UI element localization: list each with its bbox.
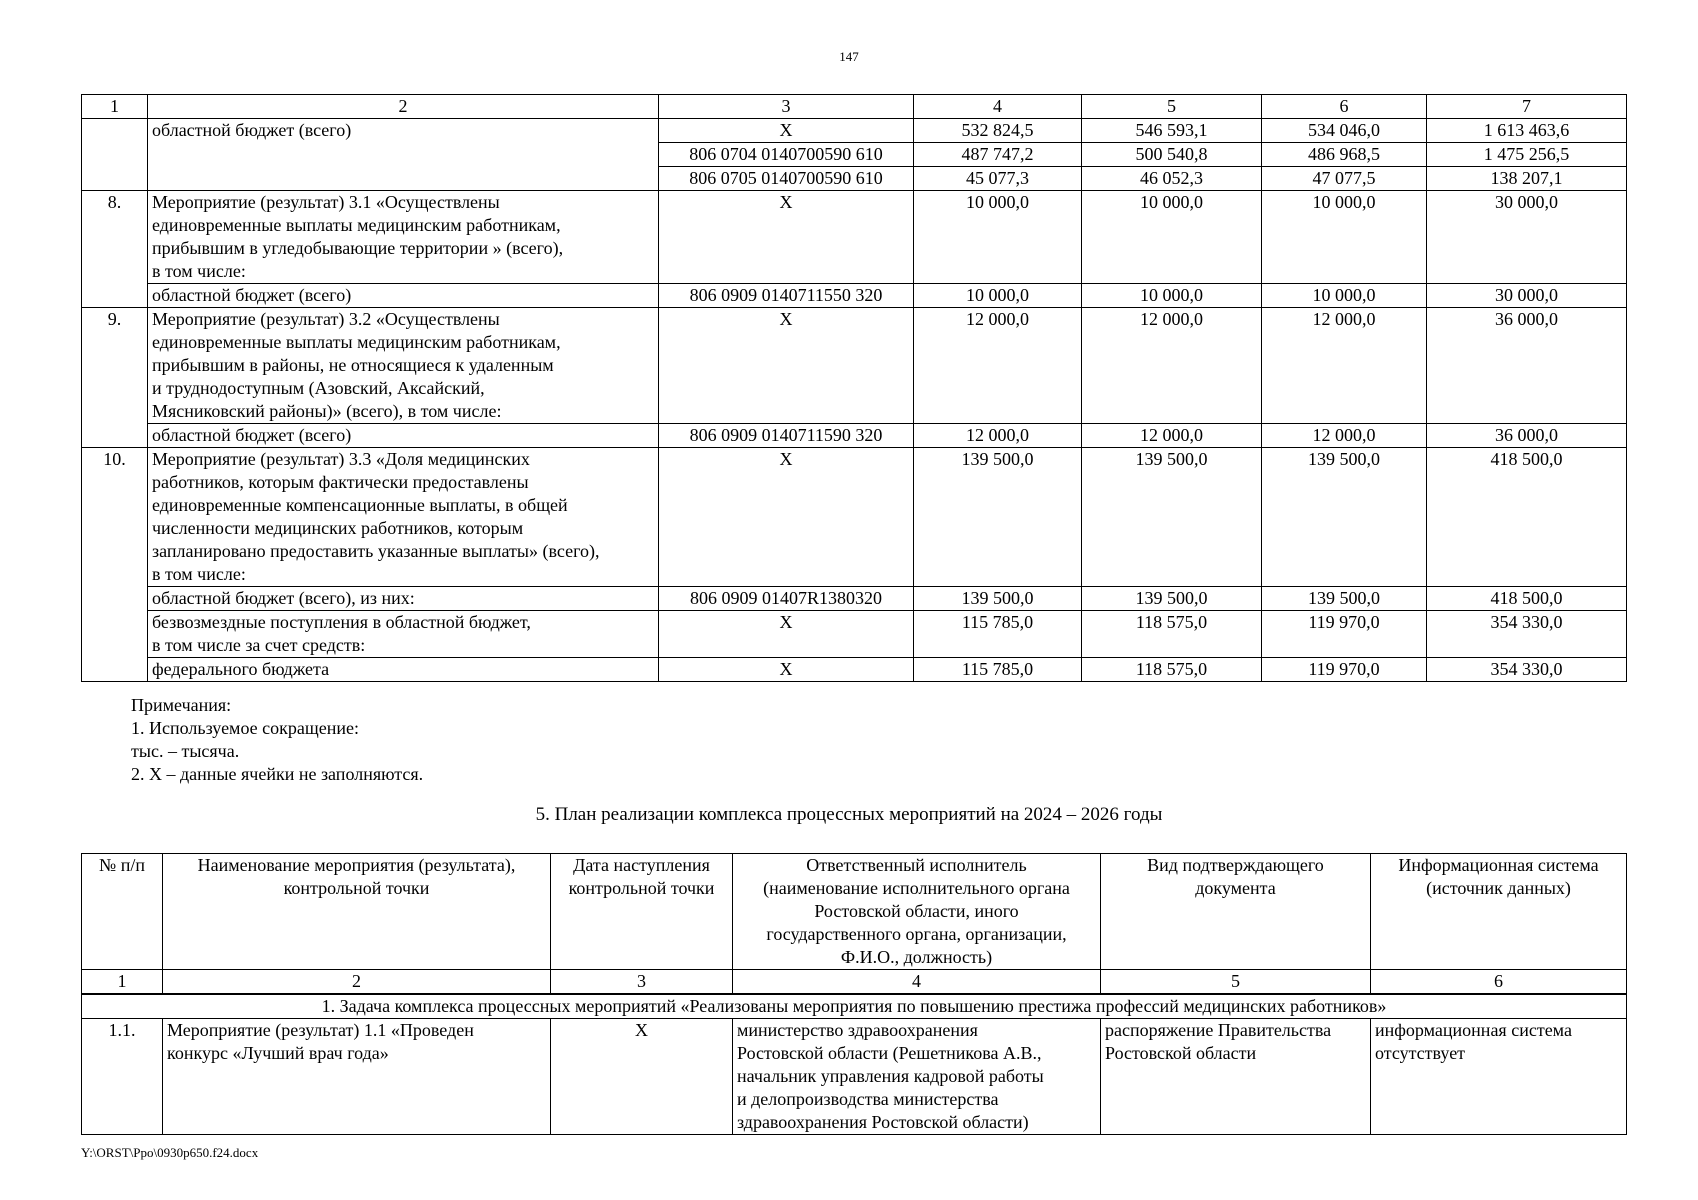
row-name — [148, 167, 659, 191]
budget-code: 806 0909 0140711550 320 — [659, 284, 914, 308]
row-name-line: Мясниковский районы)» (всего), в том числе: — [152, 401, 502, 421]
col-header: 3 — [659, 95, 914, 119]
row-name — [148, 448, 659, 587]
table-row — [82, 167, 1627, 191]
amount-2025: 12 000,0 — [1082, 308, 1262, 424]
row-name-line: Мероприятие (результат) 3.3 «Доля медицинских — [152, 449, 530, 469]
amount-2025: 139 500,0 — [1082, 448, 1262, 587]
header-line: Информационная система — [1398, 855, 1599, 875]
budget-code: 806 0909 01407R1380320 — [659, 587, 914, 611]
col-header: 7 — [1427, 95, 1627, 119]
amount-total: 138 207,1 — [1427, 167, 1627, 191]
row-number: 9. — [82, 308, 148, 448]
amount-2026: 10 000,0 — [1262, 284, 1427, 308]
budget-code: 806 0705 0140700590 610 — [659, 167, 914, 191]
amount-2025: 118 575,0 — [1082, 658, 1262, 682]
amount-2026: 139 500,0 — [1262, 448, 1427, 587]
col-header: 5 — [1082, 95, 1262, 119]
col-number: 2 — [163, 970, 551, 995]
amount-2026: 47 077,5 — [1262, 167, 1427, 191]
amount-total: 418 500,0 — [1427, 587, 1627, 611]
amount-2025: 10 000,0 — [1082, 284, 1262, 308]
amount-2026: 12 000,0 — [1262, 308, 1427, 424]
row-name-line: прибывшим в угледобывающие территории » (всего), — [152, 238, 564, 258]
header-line: контрольной точки — [283, 878, 430, 898]
header-line: Ф.И.О., должность) — [840, 947, 993, 967]
row-name: областной бюджет (всего) — [148, 284, 659, 308]
table-row — [82, 1019, 1627, 1135]
amount-2024: 532 824,5 — [914, 119, 1082, 143]
row-name — [148, 308, 659, 424]
checkpoint-date: X — [551, 1019, 733, 1135]
amount-2024: 139 500,0 — [914, 448, 1082, 587]
budget-code: X — [659, 611, 914, 658]
table-row — [82, 448, 1627, 587]
system-line: информационная система — [1375, 1020, 1572, 1040]
col-header: 6 — [1262, 95, 1427, 119]
row-name: областной бюджет (всего), из них: — [148, 587, 659, 611]
amount-2025: 546 593,1 — [1082, 119, 1262, 143]
col-number: 3 — [551, 970, 733, 995]
responsible-line: Ростовской области (Решетникова А.В., — [737, 1043, 1042, 1063]
col-number: 4 — [733, 970, 1101, 995]
table-row — [82, 284, 1627, 308]
table-row — [82, 143, 1627, 167]
note-line: 1. Используемое сокращение: — [131, 718, 359, 738]
responsible-line: министерство здравоохранения — [737, 1020, 978, 1040]
system-line: отсутствует — [1375, 1043, 1466, 1063]
header-line: контрольной точки — [568, 878, 715, 898]
document-line: Ростовской области — [1105, 1043, 1257, 1063]
amount-total: 30 000,0 — [1427, 284, 1627, 308]
amount-2024: 12 000,0 — [914, 424, 1082, 448]
row-name — [148, 143, 659, 167]
amount-2026: 119 970,0 — [1262, 611, 1427, 658]
amount-2026: 12 000,0 — [1262, 424, 1427, 448]
row-name: областной бюджет (всего) — [148, 424, 659, 448]
header-name — [163, 854, 551, 970]
col-header: 4 — [914, 95, 1082, 119]
row-name-line: безвозмездные поступления в областной бюджет, — [152, 612, 531, 632]
note-line: тыс. – тысяча. — [131, 741, 240, 761]
row-name-line: и труднодоступным (Азовский, Аксайский, — [152, 378, 485, 398]
column-number-row — [82, 95, 1627, 119]
amount-total: 1 613 463,6 — [1427, 119, 1627, 143]
file-path-footer: Y:\ORST\Ppo\0930p650.f24.docx — [81, 1145, 259, 1160]
table-row — [82, 611, 1627, 658]
activity-line: конкурс «Лучший врач года» — [167, 1043, 389, 1063]
row-name-line: в том числе за счет средств: — [152, 635, 366, 655]
header-line: (наименование исполнительного органа — [763, 878, 1070, 898]
budget-code: 806 0909 0140711590 320 — [659, 424, 914, 448]
amount-total: 36 000,0 — [1427, 424, 1627, 448]
amount-2025: 139 500,0 — [1082, 587, 1262, 611]
amount-total: 1 475 256,5 — [1427, 143, 1627, 167]
amount-2024: 10 000,0 — [914, 284, 1082, 308]
col-header: 1 — [82, 95, 148, 119]
budget-code: X — [659, 119, 914, 143]
implementation-plan-table — [81, 853, 1627, 1135]
confirming-document — [1101, 1019, 1371, 1135]
row-name — [148, 191, 659, 284]
header-row — [82, 854, 1627, 970]
amount-2024: 12 000,0 — [914, 308, 1082, 424]
header-system — [1371, 854, 1627, 970]
budget-code: X — [659, 191, 914, 284]
amount-2024: 115 785,0 — [914, 611, 1082, 658]
table-row — [82, 587, 1627, 611]
table-row — [82, 191, 1627, 284]
header-responsible — [733, 854, 1101, 970]
row-number: 8. — [82, 191, 148, 308]
row-name — [148, 611, 659, 658]
amount-2026: 486 968,5 — [1262, 143, 1427, 167]
amount-2025: 118 575,0 — [1082, 611, 1262, 658]
header-document — [1101, 854, 1371, 970]
row-name-line: в том числе: — [152, 261, 246, 281]
header-line: государственного органа, организации, — [766, 924, 1067, 944]
note-line: 2. X – данные ячейки не заполняются. — [131, 764, 424, 784]
table-row — [82, 424, 1627, 448]
responsible-line: и делопроизводства министерства — [737, 1089, 999, 1109]
row-name: федерального бюджета — [148, 658, 659, 682]
header-line: Ответственный исполнитель — [806, 855, 1027, 875]
row-name-line: Мероприятие (результат) 3.1 «Осуществлены — [152, 192, 500, 212]
notes-title: Примечания: — [131, 695, 232, 715]
row-name-line: единовременные выплаты медицинским работникам, — [152, 215, 561, 235]
col-number: 6 — [1371, 970, 1627, 995]
responsible-line: начальник управления кадровой работы — [737, 1066, 1044, 1086]
amount-2026: 10 000,0 — [1262, 191, 1427, 284]
page-number: 147 — [839, 49, 859, 64]
row-name-line: единовременные компенсационные выплаты, в общей — [152, 495, 568, 515]
responsible-executor — [733, 1019, 1101, 1135]
header-line: Дата наступления — [573, 855, 710, 875]
budget-code: 806 0704 0140700590 610 — [659, 143, 914, 167]
activity-line: Мероприятие (результат) 1.1 «Проведен — [167, 1020, 474, 1040]
row-name-line: работников, которым фактически предоставлены — [152, 472, 529, 492]
task-row — [82, 994, 1627, 1019]
amount-total: 30 000,0 — [1427, 191, 1627, 284]
row-name: областной бюджет (всего) — [148, 119, 659, 143]
budget-code: X — [659, 448, 914, 587]
header-line: Ростовской области, иного — [814, 901, 1019, 921]
col-number: 1 — [82, 970, 163, 995]
table-row — [82, 658, 1627, 682]
table-row — [82, 308, 1627, 424]
amount-2026: 139 500,0 — [1262, 587, 1427, 611]
amount-2024: 115 785,0 — [914, 658, 1082, 682]
row-number: 10. — [82, 448, 148, 682]
column-number-row — [82, 970, 1627, 995]
header-number: № п/п — [82, 854, 163, 970]
budget-code: X — [659, 658, 914, 682]
table-row — [82, 119, 1627, 143]
amount-total: 354 330,0 — [1427, 658, 1627, 682]
amount-2026: 534 046,0 — [1262, 119, 1427, 143]
amount-2026: 119 970,0 — [1262, 658, 1427, 682]
header-line: (источник данных) — [1426, 878, 1571, 898]
amount-total: 418 500,0 — [1427, 448, 1627, 587]
budget-code: X — [659, 308, 914, 424]
information-system — [1371, 1019, 1627, 1135]
amount-2024: 45 077,3 — [914, 167, 1082, 191]
financing-table — [81, 94, 1627, 682]
row-name-line: в том числе: — [152, 564, 246, 584]
document-line: распоряжение Правительства — [1105, 1020, 1332, 1040]
task-title: 1. Задача комплекса процессных мероприятий «Реализованы мероприятия по повышению престижа профессий медицинских работников» — [82, 994, 1627, 1019]
col-number: 5 — [1101, 970, 1371, 995]
row-name-line: запланировано предоставить указанные выплаты» (всего), — [152, 541, 600, 561]
activity-name — [163, 1019, 551, 1135]
section-title: 5. План реализации комплекса процессных мероприятий на 2024 – 2026 годы — [535, 804, 1163, 825]
row-name-line: единовременные выплаты медицинским работникам, — [152, 332, 561, 352]
notes — [131, 694, 423, 786]
amount-total: 354 330,0 — [1427, 611, 1627, 658]
row-name-line: Мероприятие (результат) 3.2 «Осуществлены — [152, 309, 500, 329]
amount-2024: 487 747,2 — [914, 143, 1082, 167]
header-line: документа — [1195, 878, 1276, 898]
header-date — [551, 854, 733, 970]
row-number-cell — [82, 119, 148, 191]
amount-2024: 10 000,0 — [914, 191, 1082, 284]
header-line: Вид подтверждающего — [1147, 855, 1324, 875]
amount-2025: 10 000,0 — [1082, 191, 1262, 284]
responsible-line: здравоохранения Ростовской области) — [737, 1112, 1029, 1132]
amount-2025: 46 052,3 — [1082, 167, 1262, 191]
row-name-line: прибывшим в районы, не относящиеся к удаленным — [152, 355, 554, 375]
amount-2024: 139 500,0 — [914, 587, 1082, 611]
row-number: 1.1. — [82, 1019, 163, 1135]
amount-2025: 500 540,8 — [1082, 143, 1262, 167]
row-name-line: численности медицинских работников, которым — [152, 518, 524, 538]
amount-2025: 12 000,0 — [1082, 424, 1262, 448]
col-header: 2 — [148, 95, 659, 119]
amount-total: 36 000,0 — [1427, 308, 1627, 424]
header-line: Наименование мероприятия (результата), — [197, 855, 516, 875]
